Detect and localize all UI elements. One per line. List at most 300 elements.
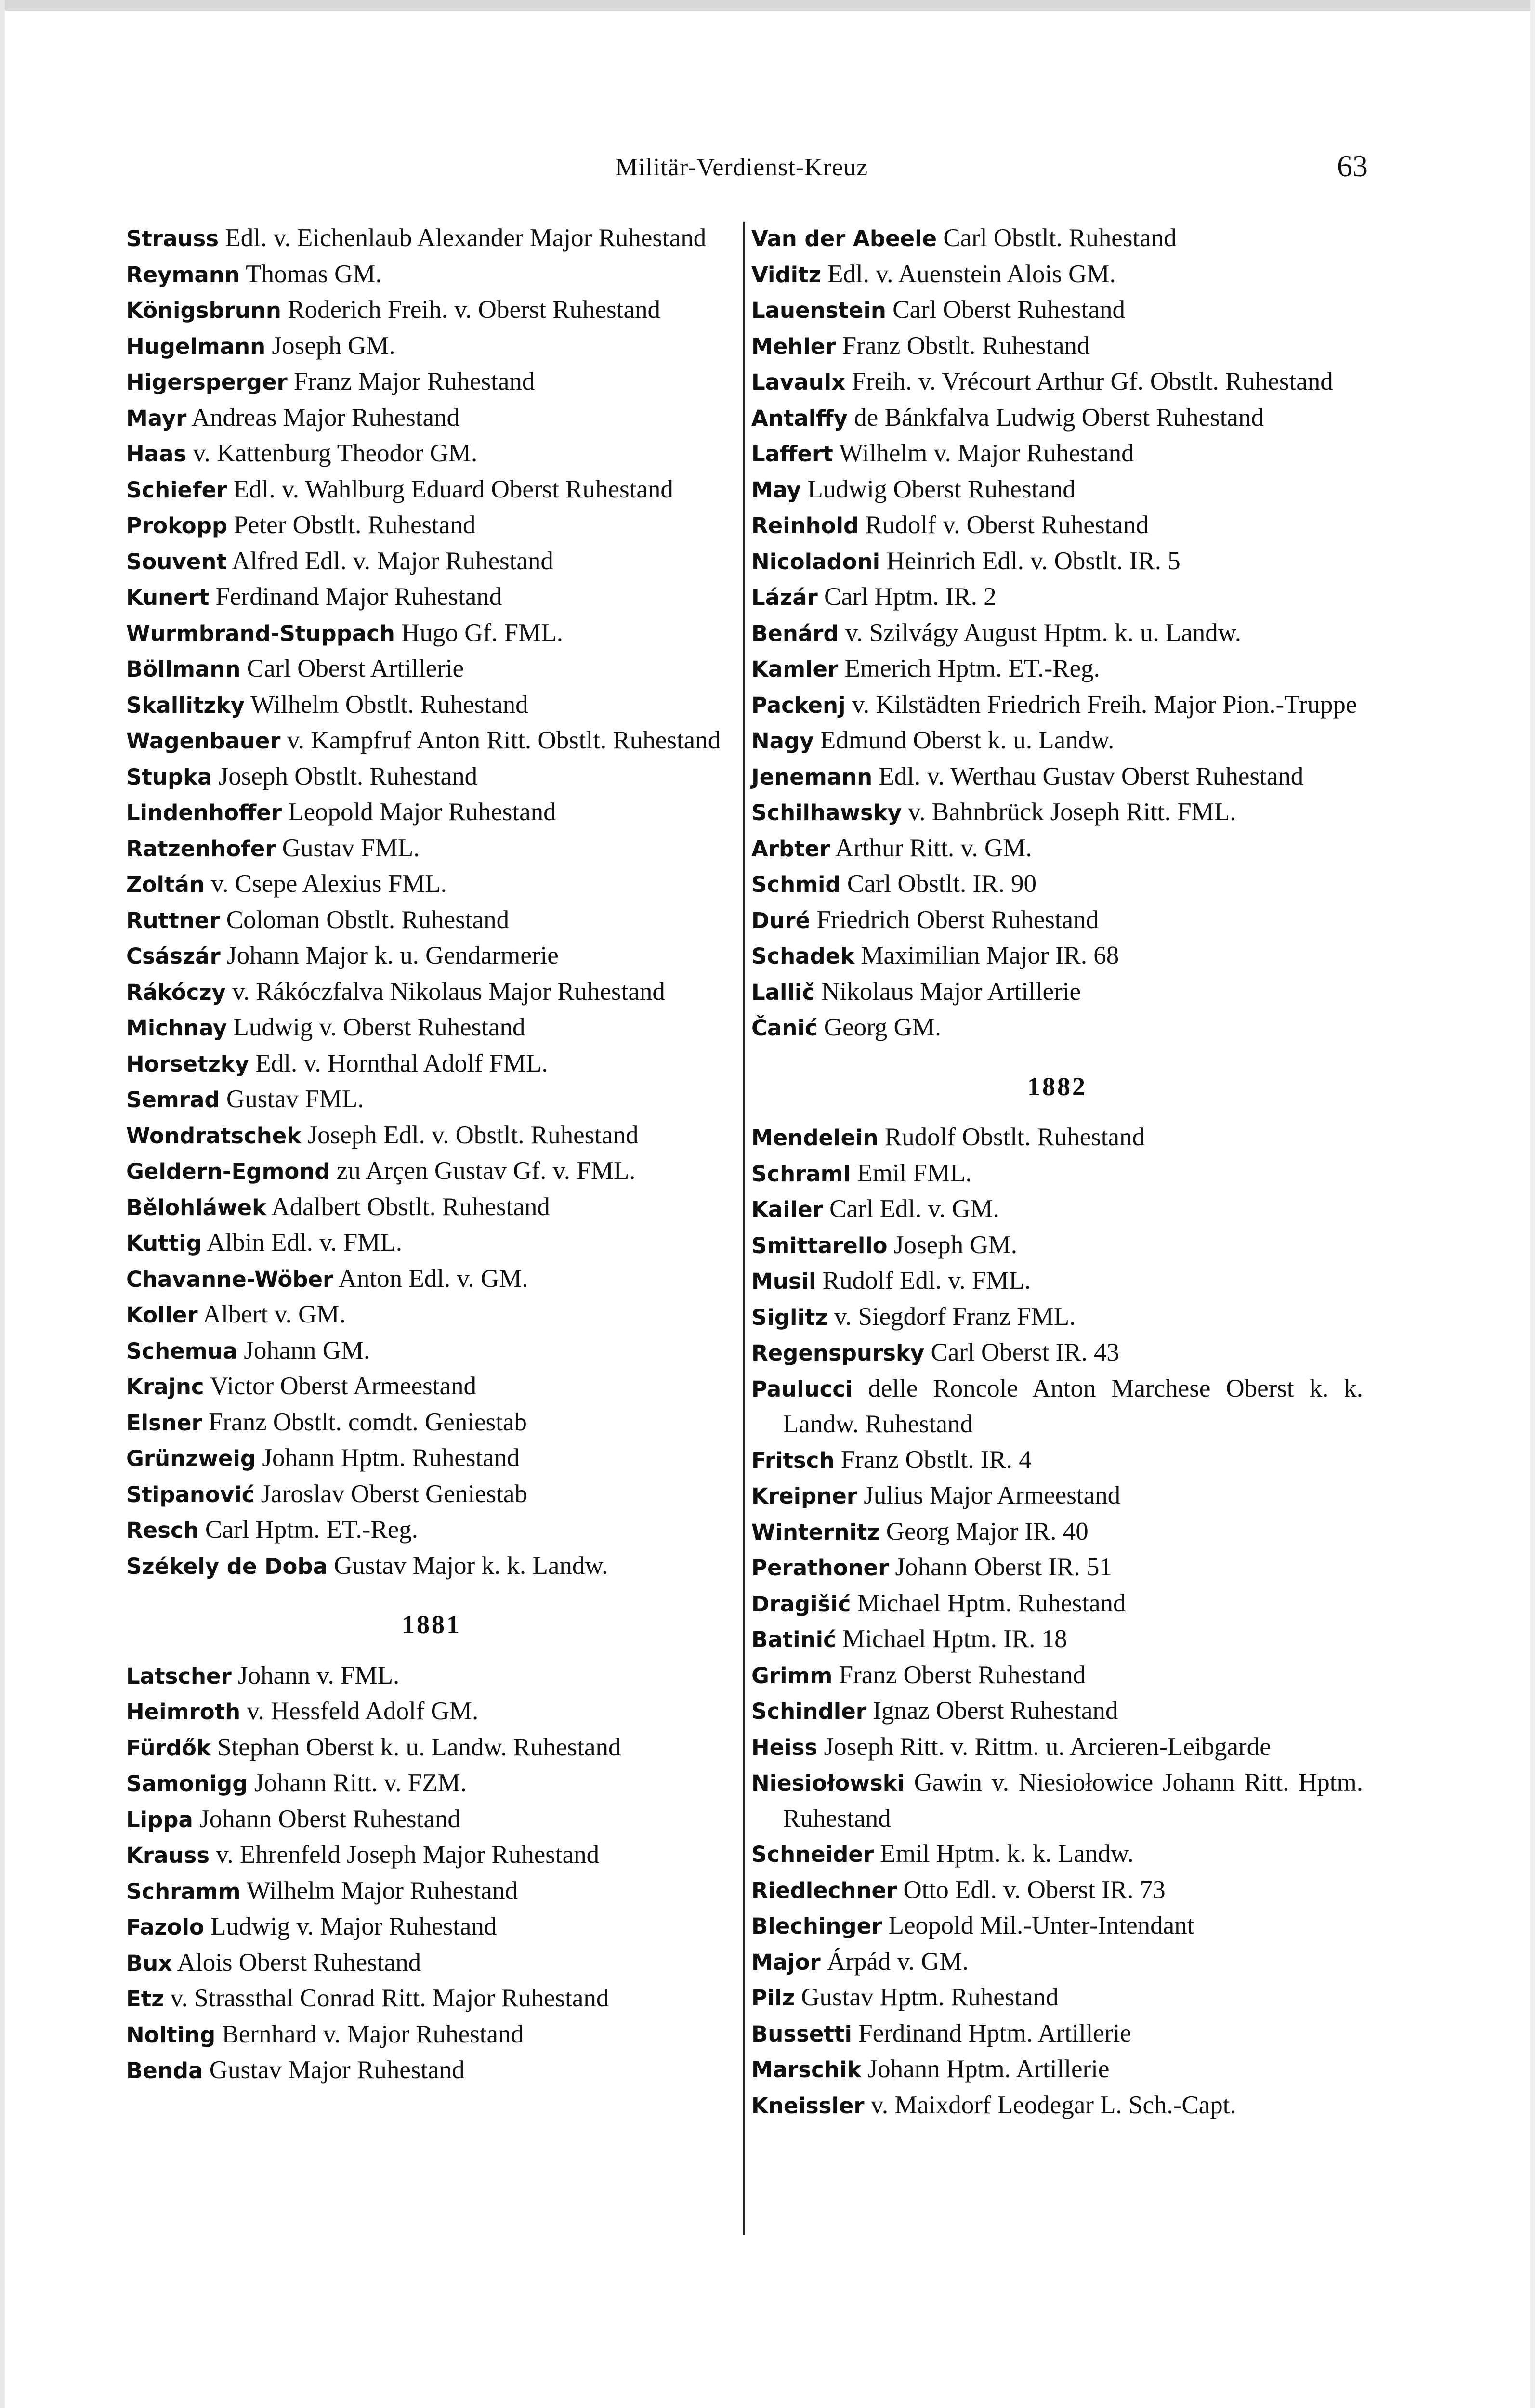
list-item [126, 866, 737, 903]
entry-surname: Duré [751, 907, 811, 933]
entry-details: Friedrich Oberst Ruhestand [816, 905, 1099, 934]
entry-surname: Fritsch [751, 1447, 835, 1473]
entry-surname: Kunert [126, 585, 210, 610]
entry-details: Franz Oberst Ruhestand [839, 1661, 1086, 1689]
list-item [126, 1118, 737, 1154]
entry-surname: Major [751, 1949, 821, 1975]
list-item [126, 1909, 737, 1945]
entry-details: v. Rákóczfalva Nikolaus Major Ruhestand [232, 977, 665, 1006]
entry-surname: Reinhold [751, 513, 859, 538]
entry-surname: Schadek [751, 943, 855, 969]
entry-surname: Schraml [751, 1161, 851, 1187]
entry-surname: Dragišić [751, 1591, 851, 1617]
entry-details: Emerich Hptm. ET.-Reg. [844, 654, 1100, 682]
entry-surname: Prokopp [126, 513, 228, 538]
entry-surname: Schmid [751, 872, 841, 897]
entry-surname: Jenemann [751, 764, 873, 790]
entry-details: v. Csepe Alexius FML. [211, 870, 447, 898]
list-item [126, 1694, 737, 1730]
list-item [751, 436, 1363, 472]
scan-edge-right [1530, 0, 1535, 2408]
entry-details: Julius Major Armeestand [864, 1481, 1121, 1509]
list-item [126, 1190, 737, 1226]
entry-surname: Geldern-Egmond [126, 1159, 330, 1184]
entry-details: Wilhelm v. Major Ruhestand [839, 439, 1134, 467]
entry-details: v. Bahnbrück Joseph Ritt. FML. [908, 798, 1236, 826]
entry-details: Ludwig Oberst Ruhestand [807, 475, 1076, 503]
entry-surname: Smittarello [751, 1232, 888, 1258]
entry-details: Gustav Major Ruhestand [209, 2056, 465, 2084]
list-item [126, 436, 737, 472]
list-item [751, 1908, 1363, 1944]
list-item [751, 364, 1363, 400]
list-item [751, 687, 1363, 723]
entry-details: Edmund Oberst k. u. Landw. [820, 726, 1115, 754]
year-heading-1882: 1882 [1027, 1072, 1087, 1101]
entry-details: Ferdinand Hptm. Artillerie [858, 2019, 1131, 2047]
entry-details: zu Arçen Gustav Gf. v. FML. [336, 1157, 636, 1185]
list-item [126, 615, 737, 652]
entry-details: v. Ehrenfeld Joseph Major Ruhestand [216, 1841, 600, 1869]
entry-details: Gustav FML. [226, 1085, 364, 1113]
entry-surname: Nagy [751, 728, 814, 754]
entry-details: Carl Hptm. IR. 2 [824, 583, 997, 611]
scan-edge-top [0, 0, 1535, 11]
entry-surname: Antalffy [751, 405, 848, 431]
list-item [126, 1658, 737, 1694]
entry-details: v. Kilstädten Friedrich Freih. Major Pion.-Truppe [852, 690, 1357, 719]
entry-details: Hugo Gf. FML. [401, 618, 563, 647]
entry-details: Leopold Major Ruhestand [288, 798, 556, 826]
entry-surname: Siglitz [751, 1304, 828, 1330]
entry-details: Carl Oberst Artillerie [247, 654, 464, 682]
entry-surname: Stipanović [126, 1481, 255, 1507]
entry-details: Johann Major k. u. Gendarmerie [226, 942, 559, 969]
entry-details: v. Siegdorf Franz FML. [834, 1302, 1076, 1331]
entry-details: Gustav Major k. k. Landw. [334, 1551, 608, 1580]
entry-surname: Čanić [751, 1015, 818, 1041]
entry-surname: Elsner [126, 1410, 202, 1436]
entry-surname: Kamler [751, 656, 839, 682]
entry-details: Johann Oberst Ruhestand [199, 1805, 460, 1833]
entry-details: Carl Obstlt. IR. 90 [847, 870, 1036, 898]
entry-details: delle Roncole Anton Marchese Oberst k. k. Landw. Ruhestand [783, 1374, 1364, 1438]
list-item [751, 1010, 1363, 1046]
entry-details: Johann Hptm. Artillerie [867, 2055, 1110, 2083]
list-item [751, 723, 1363, 759]
list-item [751, 257, 1363, 293]
entry-details: Gustav Hptm. Ruhestand [801, 1983, 1059, 2011]
entry-details: Joseph Obstlt. Ruhestand [218, 762, 478, 790]
list-item [751, 1263, 1363, 1299]
entry-details: Arthur Ritt. v. GM. [835, 834, 1032, 862]
list-item [126, 974, 737, 1010]
entry-surname: Wondratschek [126, 1123, 302, 1149]
list-item [126, 687, 737, 723]
list-item [126, 1945, 737, 1981]
entry-details: Alois Oberst Ruhestand [177, 1948, 421, 1976]
entry-details: v. Maixdorf Leodegar L. Sch.-Capt. [870, 2091, 1236, 2119]
list-item [751, 400, 1363, 436]
entry-details: Franz Obstlt. IR. 4 [840, 1445, 1032, 1474]
page-number: 63 [1337, 149, 1368, 183]
entry-surname: Arbter [751, 836, 830, 862]
entry-surname: Van der Abeele [751, 226, 937, 251]
list-item [751, 974, 1363, 1010]
entry-details: Gustav FML. [282, 834, 420, 862]
entry-details: Joseph Ritt. v. Rittm. u. Arcieren-Leibgarde [824, 1732, 1271, 1761]
list-item [126, 1369, 737, 1405]
list-item [751, 1442, 1363, 1479]
list-item [126, 831, 737, 867]
list-item [751, 1872, 1363, 1909]
list-item [751, 1191, 1363, 1228]
entry-details: Alfred Edl. v. Major Ruhestand [232, 547, 553, 575]
list-item [126, 1873, 737, 1910]
list-item [126, 472, 737, 508]
list-item [126, 1333, 737, 1369]
scan-edge-left [0, 0, 5, 2408]
entry-surname: May [751, 477, 801, 503]
entry-details: Edl. v. Wahlburg Eduard Oberst Ruhestand [233, 475, 673, 503]
list-item [126, 759, 737, 795]
entry-surname: Higersperger [126, 369, 288, 395]
entry-details: Maximilian Major IR. 68 [861, 942, 1119, 969]
list-item [751, 1658, 1363, 1694]
entry-details: v. Kattenburg Theodor GM. [193, 439, 478, 467]
list-item [751, 1156, 1363, 1192]
list-item [126, 1802, 737, 1838]
entry-details: Georg Major IR. 40 [886, 1517, 1089, 1545]
entry-details: Carl Obstlt. Ruhestand [943, 224, 1177, 252]
entry-surname: Marschik [751, 2057, 862, 2082]
entry-details: Carl Oberst IR. 43 [931, 1338, 1120, 1366]
entry-details: Wilhelm Obstlt. Ruhestand [250, 690, 528, 719]
entry-details: Victor Oberst Armeestand [210, 1372, 477, 1400]
entry-surname: Lavaulx [751, 369, 846, 395]
list-item [126, 651, 737, 687]
entry-details: Edl. v. Auenstein Alois GM. [827, 260, 1116, 288]
column-divider [743, 222, 745, 2235]
entry-surname: Kuttig [126, 1230, 202, 1256]
entry-surname: Reymann [126, 262, 240, 288]
entry-surname: Császár [126, 943, 221, 969]
list-item [751, 759, 1363, 795]
entry-surname: Samonigg [126, 1771, 248, 1796]
list-item [751, 579, 1363, 615]
entry-details: Bernhard v. Major Ruhestand [222, 2020, 524, 2048]
list-item [126, 1297, 737, 1333]
entry-details: Ignaz Oberst Ruhestand [873, 1697, 1118, 1725]
list-item [751, 1836, 1363, 1872]
entry-details: Carl Edl. v. GM. [829, 1195, 999, 1223]
entry-details: Joseph Edl. v. Obstlt. Ruhestand [307, 1121, 639, 1149]
list-item [126, 1010, 737, 1046]
entry-details: Anton Edl. v. GM. [338, 1264, 528, 1293]
entry-surname: Bělohláwek [126, 1194, 267, 1220]
entry-details: Edl. v. Eichenlaub Alexander Major Ruhestand [225, 224, 707, 252]
list-item [126, 1440, 737, 1477]
list-item [751, 1371, 1363, 1442]
list-item [126, 544, 737, 580]
entry-surname: Benárd [751, 620, 839, 646]
left-column [126, 221, 737, 2089]
list-item [751, 615, 1363, 652]
list-item [126, 1766, 737, 1802]
entry-details: Carl Hptm. ET.-Reg. [205, 1516, 418, 1544]
entry-surname: Bux [126, 1950, 172, 1976]
list-item [126, 723, 737, 759]
entry-details: Franz Obstlt. Ruhestand [842, 331, 1090, 360]
entry-surname: Horsetzky [126, 1051, 249, 1077]
entry-surname: Schilhawsky [751, 800, 902, 825]
list-item [751, 221, 1363, 257]
entry-surname: Krauss [126, 1843, 210, 1868]
entry-surname: Winternitz [751, 1519, 880, 1545]
entry-details: Johann v. FML. [238, 1661, 400, 1689]
entry-details: Michael Hptm. IR. 18 [842, 1625, 1067, 1653]
entry-surname: Lauenstein [751, 298, 886, 323]
entry-details: Joseph GM. [272, 331, 395, 360]
entry-details: Thomas GM. [246, 260, 382, 288]
entry-surname: Kailer [751, 1197, 823, 1222]
list-item [126, 1046, 737, 1082]
entry-details: Edl. v. Hornthal Adolf FML. [255, 1049, 548, 1077]
entry-surname: Ratzenhofer [126, 836, 276, 862]
entry-surname: Böllmann [126, 656, 241, 682]
entry-surname: Rákóczy [126, 979, 226, 1005]
entry-surname: Latscher [126, 1663, 232, 1689]
list-item [751, 1299, 1363, 1335]
entry-details: Emil FML. [857, 1159, 972, 1187]
entry-details: Ferdinand Major Ruhestand [215, 583, 502, 611]
list-item [751, 831, 1363, 867]
entry-surname: Regenspursky [751, 1340, 925, 1366]
entry-details: Albert v. GM. [202, 1300, 346, 1328]
entry-surname: Haas [126, 441, 187, 467]
list-item [126, 579, 737, 615]
list-item [751, 1693, 1363, 1729]
entry-surname: Lindenhoffer [126, 800, 282, 825]
entry-surname: Heiss [751, 1734, 818, 1760]
list-item [126, 1837, 737, 1873]
entry-details: Georg GM. [824, 1013, 942, 1041]
entry-details: v. Kampfruf Anton Ritt. Obstlt. Ruhestand [287, 726, 721, 754]
entry-surname: Lázár [751, 585, 818, 610]
list-item [751, 508, 1363, 544]
list-item [751, 1335, 1363, 1371]
entry-details: Edl. v. Werthau Gustav Oberst Ruhestand [879, 762, 1304, 790]
running-header-title: Militär-Verdienst-Kreuz [615, 154, 868, 181]
list-item [751, 472, 1363, 508]
entry-surname: Riedlechner [751, 1877, 897, 1903]
list-item [126, 795, 737, 831]
list-item [751, 2088, 1363, 2124]
entry-surname: Packenj [751, 692, 846, 718]
entry-surname: Nolting [126, 2022, 216, 2048]
entry-details: v. Strassthal Conrad Ritt. Major Ruhestand [170, 1984, 609, 2012]
list-item [751, 1980, 1363, 2016]
entry-surname: Schneider [751, 1842, 874, 1867]
entry-details: Rudolf v. Oberst Ruhestand [865, 511, 1149, 539]
list-item [751, 1944, 1363, 1980]
entry-surname: Schiefer [126, 477, 227, 503]
entry-details: Wilhelm Major Ruhestand [246, 1876, 518, 1905]
entry-surname: Hugelmann [126, 333, 266, 359]
entry-details: Adalbert Obstlt. Ruhestand [271, 1192, 550, 1221]
entry-details: Rudolf Edl. v. FML. [822, 1267, 1031, 1295]
entry-details: Johann Oberst IR. 51 [895, 1553, 1112, 1581]
entry-surname: Zoltán [126, 872, 205, 897]
entry-surname: Chavanne-Wöber [126, 1266, 334, 1292]
entry-details: Joseph GM. [893, 1230, 1018, 1259]
entry-details: Albin Edl. v. FML. [207, 1229, 402, 1256]
list-item [126, 221, 737, 257]
entry-details: de Bánkfalva Ludwig Oberst Ruhestand [854, 403, 1264, 432]
list-item [751, 1586, 1363, 1622]
entry-surname: Nicoladoni [751, 549, 880, 575]
list-item [126, 1153, 737, 1190]
entry-details: Coloman Obstlt. Ruhestand [226, 905, 510, 934]
list-item [126, 1512, 737, 1548]
entry-details: Johann Hptm. Ruhestand [262, 1444, 520, 1472]
entry-details: Leopold Mil.-Unter-Intendant [888, 1911, 1194, 1939]
list-item [751, 938, 1363, 974]
entry-surname: Mayr [126, 405, 187, 431]
list-item [126, 1477, 737, 1513]
list-item [126, 1082, 737, 1118]
entry-surname: Stupka [126, 764, 212, 790]
list-item [126, 1261, 737, 1297]
entry-details: Michael Hptm. Ruhestand [857, 1589, 1126, 1617]
left-entries-1880 [126, 221, 737, 1584]
entry-surname: Wagenbauer [126, 728, 281, 754]
entry-details: Andreas Major Ruhestand [191, 403, 459, 432]
entry-surname: Viditz [751, 262, 821, 288]
list-item [126, 364, 737, 400]
entry-details: Gawin v. Niesiołowice Johann Ritt. Hptm. Ruhestand [783, 1768, 1364, 1832]
entry-surname: Székely de Doba [126, 1553, 328, 1579]
right-column [751, 221, 1363, 2123]
entry-surname: Wurmbrand-Stuppach [126, 620, 395, 646]
entry-surname: Ruttner [126, 907, 220, 933]
entry-surname: Grimm [751, 1662, 833, 1688]
entry-surname: Niesiołowski [751, 1770, 905, 1796]
entry-details: Emil Hptm. k. k. Landw. [880, 1840, 1134, 1868]
list-item [751, 651, 1363, 687]
entry-surname: Michnay [126, 1015, 227, 1041]
entry-surname: Blechinger [751, 1913, 882, 1939]
entry-surname: Schramm [126, 1878, 241, 1904]
list-item [751, 1729, 1363, 1766]
entry-surname: Musil [751, 1269, 816, 1294]
entry-surname: Fürdők [126, 1735, 211, 1761]
entry-details: v. Szilvágy August Hptm. k. u. Landw. [845, 618, 1241, 647]
entry-details: Nikolaus Major Artillerie [821, 977, 1081, 1006]
entry-details: Roderich Freih. v. Oberst Ruhestand [288, 296, 660, 324]
list-item [126, 1405, 737, 1441]
list-item [751, 1622, 1363, 1658]
right-entries-1882 [751, 1120, 1363, 2123]
entry-surname: Etz [126, 1986, 164, 2012]
left-entries-1881 [126, 1658, 737, 2089]
entry-surname: Schindler [751, 1699, 866, 1724]
entry-surname: Fazolo [126, 1914, 204, 1940]
entry-surname: Schemua [126, 1338, 237, 1364]
list-item [751, 903, 1363, 939]
entry-surname: Pilz [751, 1985, 795, 2011]
list-item [751, 544, 1363, 580]
entry-details: Heinrich Edl. v. Obstlt. IR. 5 [886, 547, 1181, 575]
list-item [126, 1730, 737, 1766]
entry-surname: Benda [126, 2058, 203, 2083]
entry-surname: Perathoner [751, 1555, 889, 1581]
year-heading-1881: 1881 [402, 1610, 461, 1639]
list-item [126, 400, 737, 436]
entry-surname: Lallič [751, 979, 815, 1005]
list-item [751, 2016, 1363, 2052]
list-item [751, 1765, 1363, 1836]
entry-surname: Resch [126, 1518, 199, 1543]
entry-surname: Mehler [751, 333, 836, 359]
entry-details: Johann Ritt. v. FZM. [254, 1769, 467, 1797]
entry-surname: Heimroth [126, 1699, 241, 1725]
list-item [751, 1514, 1363, 1550]
entry-details: Peter Obstlt. Ruhestand [234, 511, 476, 539]
entry-surname: Koller [126, 1302, 198, 1328]
list-item [126, 938, 737, 974]
list-item [126, 1225, 737, 1261]
entry-details: Freih. v. Vrécourt Arthur Gf. Obstlt. Ruhestand [852, 367, 1333, 395]
list-item [126, 328, 737, 365]
entry-surname: Mendelein [751, 1125, 879, 1151]
entry-surname: Kneissler [751, 2093, 865, 2119]
entry-surname: Königsbrunn [126, 298, 281, 323]
entry-surname: Lippa [126, 1806, 193, 1832]
entry-surname: Souvent [126, 549, 227, 575]
list-item [751, 866, 1363, 903]
entry-details: Stephan Oberst k. u. Landw. Ruhestand [217, 1733, 621, 1761]
entry-surname: Semrad [126, 1087, 220, 1112]
list-item [126, 1981, 737, 2017]
entry-details: Jaroslav Oberst Geniestab [261, 1479, 527, 1508]
list-item [751, 795, 1363, 831]
entry-details: Johann GM. [244, 1336, 370, 1364]
list-item [126, 508, 737, 544]
entry-details: Ludwig v. Oberst Ruhestand [233, 1013, 525, 1041]
entry-surname: Kreipner [751, 1483, 857, 1509]
right-entries-1881 [751, 221, 1363, 1046]
entry-surname: Bussetti [751, 2021, 852, 2047]
list-item [126, 292, 737, 328]
entry-details: Árpád v. GM. [827, 1947, 969, 1976]
list-item [126, 2017, 737, 2053]
entry-details: Ludwig v. Major Ruhestand [210, 1912, 497, 1940]
entry-surname: Skallitzky [126, 692, 245, 718]
list-item [751, 328, 1363, 365]
list-item [126, 257, 737, 293]
list-item [751, 1120, 1363, 1156]
list-item [126, 1548, 737, 1584]
list-item [751, 2052, 1363, 2088]
list-item [751, 1228, 1363, 1264]
entry-surname: Laffert [751, 441, 833, 467]
entry-details: Carl Oberst Ruhestand [892, 296, 1125, 324]
list-item [751, 1478, 1363, 1514]
list-item [126, 903, 737, 939]
entry-surname: Grünzweig [126, 1446, 256, 1471]
entry-details: Otto Edl. v. Oberst IR. 73 [903, 1875, 1166, 1904]
